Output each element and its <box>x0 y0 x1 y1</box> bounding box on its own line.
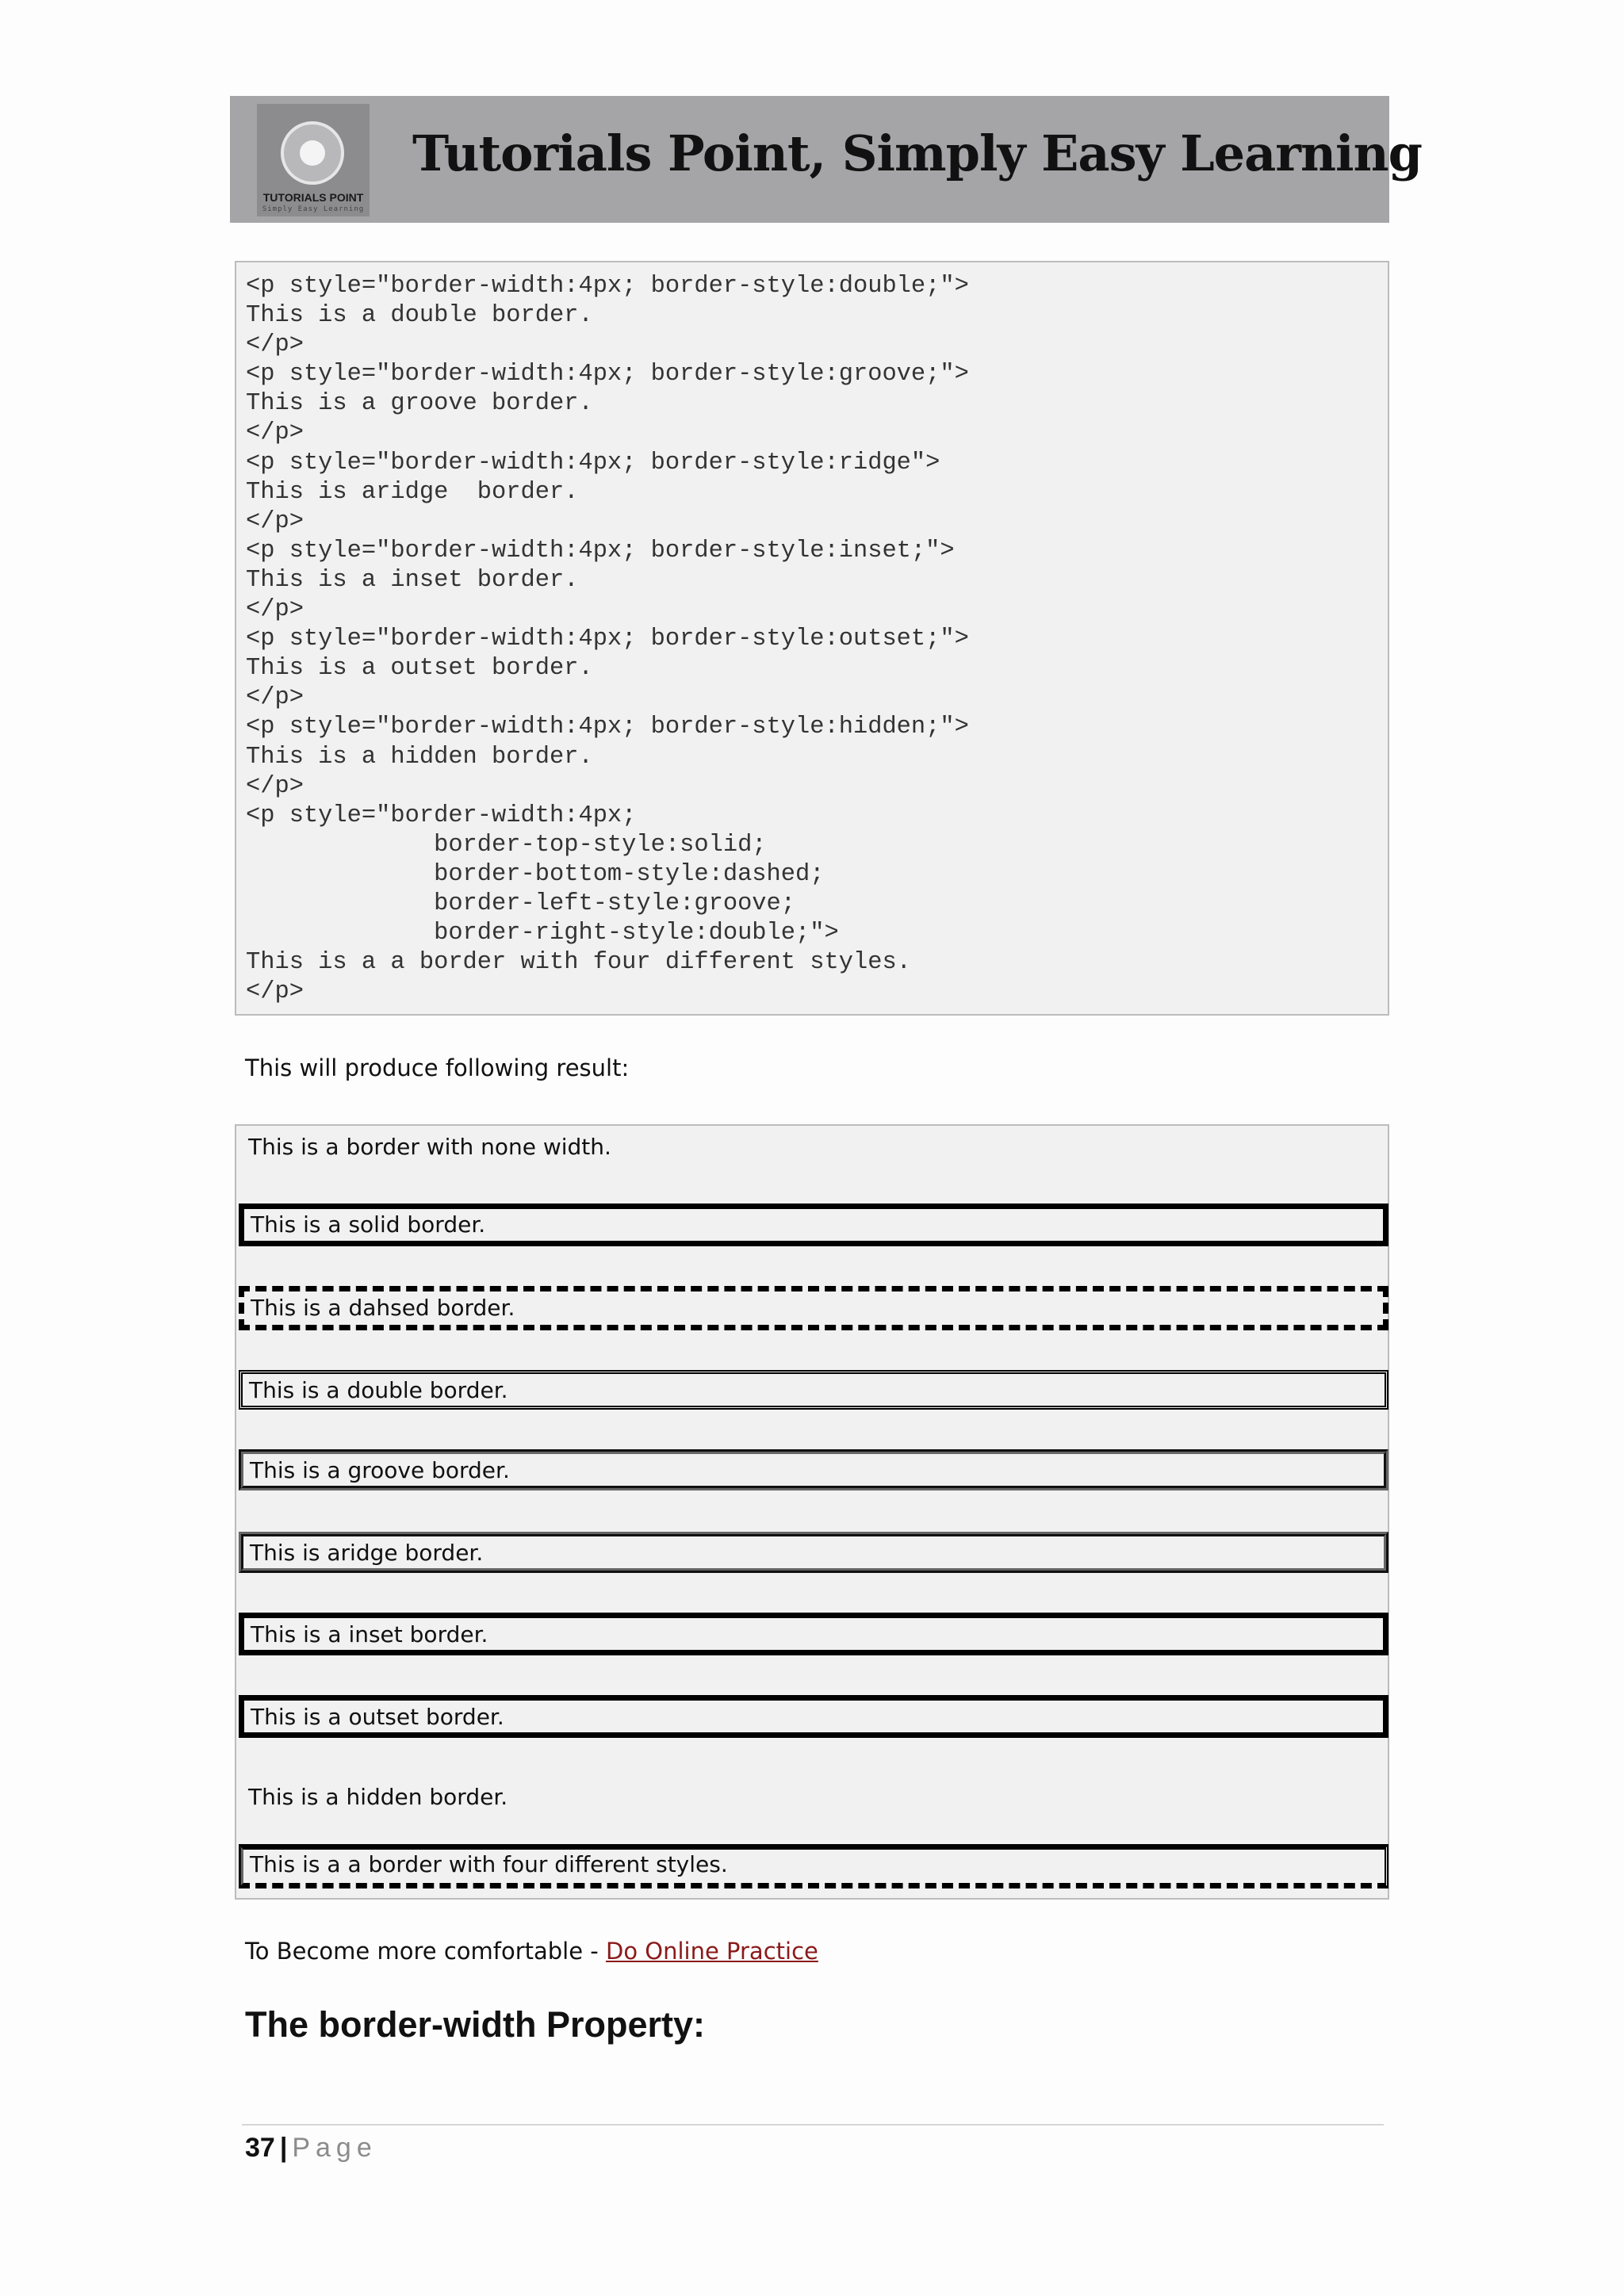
code-line: This is a groove border. <box>246 390 593 418</box>
logo-emblem-icon <box>281 121 344 185</box>
demo-groove-border: This is a groove border. <box>239 1449 1388 1490</box>
code-line: border-top-style:solid; <box>246 831 767 859</box>
code-line: This is a inset border. <box>246 566 579 594</box>
logo-tagline: Simply Easy Learning <box>262 205 365 213</box>
page-title: Tutorials Point, Simply Easy Learning <box>412 124 1423 182</box>
demo-double-border: This is a double border. <box>239 1370 1388 1410</box>
demo-none-border: This is a border with none width. <box>248 1134 611 1160</box>
page-separator: | <box>279 2133 288 2163</box>
logo-emblem-center <box>300 140 325 166</box>
logo-name: TUTORIALS POINT <box>262 191 364 204</box>
practice-prefix: To Become more comfortable - <box>245 1938 606 1965</box>
footer-divider <box>242 2124 1384 2126</box>
code-line: <p style="border-width:4px; border-style:groove;"> <box>246 361 969 388</box>
code-line: <p style="border-width:4px; border-style:outset;"> <box>246 626 969 653</box>
page-footer <box>245 2133 377 2164</box>
demo-dashed-border: This is a dahsed border. <box>239 1286 1388 1330</box>
code-line: <p style="border-width:4px; <box>246 802 637 829</box>
header-banner <box>230 96 1423 223</box>
code-line: </p> <box>246 978 304 1006</box>
demo-ridge-border: This is aridge border. <box>239 1532 1388 1573</box>
code-line: <p style="border-width:4px; border-style:inset;"> <box>246 537 955 564</box>
code-line: This is a outset border. <box>246 655 593 683</box>
demo-four-styles-border: This is a a border with four different styles. <box>239 1844 1388 1888</box>
code-line: <p style="border-width:4px; border-style:ridge"> <box>246 449 940 476</box>
do-online-practice-link[interactable]: Do Online Practice <box>605 1938 818 1965</box>
code-line: <p style="border-width:4px; border-style:hidden;"> <box>246 714 969 741</box>
code-line: </p> <box>246 772 304 800</box>
section-heading: The border-width Property: <box>245 2004 706 2045</box>
code-lines <box>246 272 969 1007</box>
demo-hidden-border: This is a hidden border. <box>248 1784 508 1810</box>
code-block <box>235 261 1389 1016</box>
page-word: Page <box>292 2133 377 2163</box>
code-line: border-right-style:double;"> <box>246 920 839 947</box>
code-line: </p> <box>246 419 304 447</box>
code-line: border-bottom-style:dashed; <box>246 860 825 888</box>
code-line: <p style="border-width:4px; border-style:double;"> <box>246 273 969 300</box>
page-number: 37 <box>245 2133 275 2163</box>
code-line: This is a double border. <box>246 302 593 330</box>
result-demo-box <box>235 1124 1389 1900</box>
result-intro: This will produce following result: <box>245 1054 630 1081</box>
code-line: This is a a border with four different styles. <box>246 949 911 977</box>
code-line: </p> <box>246 331 304 359</box>
demo-solid-border: This is a solid border. <box>239 1203 1388 1246</box>
demo-outset-border: This is a outset border. <box>239 1695 1388 1738</box>
code-line: border-left-style:groove; <box>246 890 796 917</box>
tutorials-point-logo <box>257 104 370 216</box>
code-line: </p> <box>246 684 304 712</box>
code-line: </p> <box>246 507 304 535</box>
code-line: This is aridge border. <box>246 478 579 506</box>
practice-line <box>245 1938 818 1965</box>
demo-inset-border: This is a inset border. <box>239 1613 1388 1655</box>
code-line: </p> <box>246 596 304 624</box>
code-line: This is a hidden border. <box>246 743 593 771</box>
